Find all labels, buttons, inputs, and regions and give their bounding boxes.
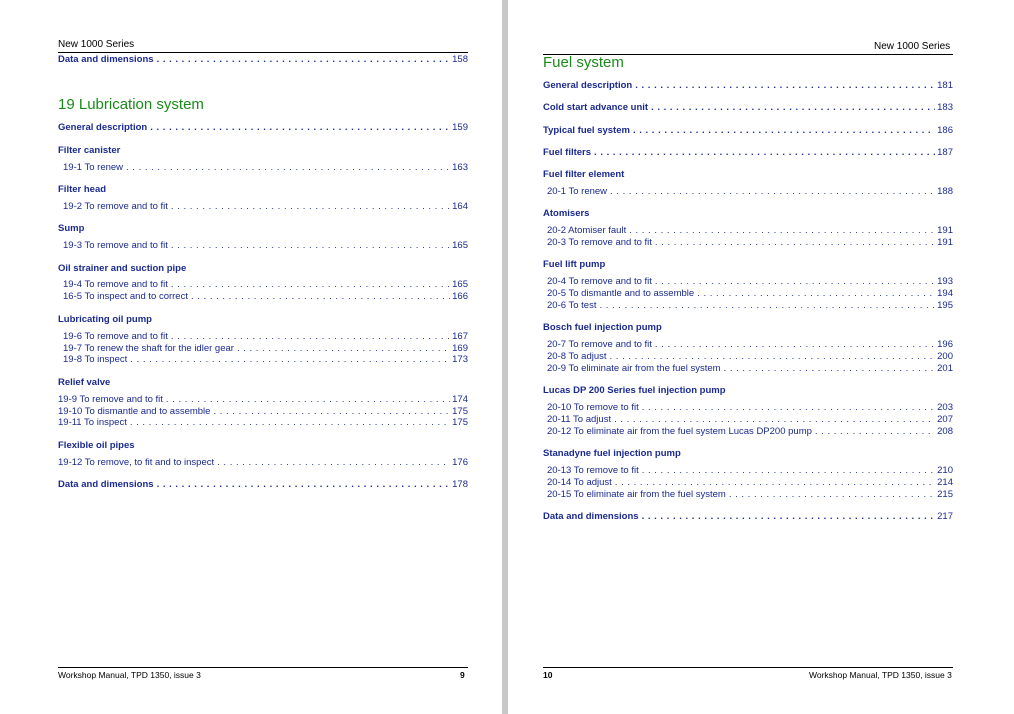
dot-leader [171,279,450,291]
toc-entry[interactable] [58,122,468,134]
dot-leader [815,426,935,438]
toc-entry[interactable] [63,162,468,174]
entry-text: 20-3 To remove and to fit [547,237,652,248]
toc-entry[interactable] [547,414,953,426]
dot-leader [599,300,935,312]
toc-entry[interactable] [547,225,953,237]
entry-text: Data and dimensions [58,54,154,65]
entry-text: 19-1 To renew [63,162,124,173]
dot-leader [610,351,936,363]
section-heading: Filter canister [58,145,121,156]
entry-page: 163 [452,162,468,173]
toc-entry[interactable] [543,147,953,159]
section-heading: Fuel filter element [543,169,625,180]
dot-leader [126,162,450,174]
entry-page: 164 [452,201,468,212]
toc-entry[interactable] [63,279,468,291]
entry-page: 166 [452,291,468,302]
dot-leader [130,354,450,366]
entry-page: 159 [452,122,468,133]
dot-leader [655,339,935,351]
dot-leader [635,80,935,92]
entry-text: Cold start advance unit [543,102,649,113]
dot-leader [157,479,451,491]
entry-page: 191 [937,225,953,236]
header-rule [58,52,468,53]
entry-page: 191 [937,237,953,248]
entry-text: 19-11 To inspect [58,417,127,428]
entry-text: General description [543,80,633,91]
footer-rule [543,667,953,668]
entry-text: 19-12 To remove, to fit and to inspect [58,457,215,468]
entry-text: 20-15 To eliminate air from the fuel system [547,489,726,500]
toc-entry[interactable] [547,276,953,288]
entry-text: 20-11 To adjust [547,414,612,425]
footer-text: Workshop Manual, TPD 1350, issue 3 [58,670,201,680]
series-label: New 1000 Series [874,41,951,52]
entry-page: 200 [937,351,953,362]
entry-text: Typical fuel system [543,125,630,136]
entry-text: 19-10 To dismantle and to assemble [58,406,211,417]
dot-leader [697,288,935,300]
toc-entry[interactable] [58,54,468,66]
toc-entry[interactable] [58,394,468,406]
page-right [508,0,1014,714]
toc-entry[interactable] [543,80,953,92]
entry-page: 169 [452,343,468,354]
dot-leader [724,363,936,375]
entry-text: 20-5 To dismantle and to assemble [547,288,695,299]
entry-page: 186 [937,125,953,136]
toc-entry[interactable] [547,186,953,198]
entry-page: 174 [452,394,468,405]
toc-entry[interactable] [547,300,953,312]
dot-leader [655,276,935,288]
dot-leader [217,457,450,469]
dot-leader [157,54,451,66]
toc-entry[interactable] [547,477,953,489]
entry-page: 158 [452,54,468,65]
section-heading: Fuel lift pump [543,259,606,270]
dot-leader [171,240,450,252]
toc-entry[interactable] [58,417,468,429]
dot-leader [171,201,450,213]
dot-leader [150,122,450,134]
dot-leader [642,511,936,523]
entry-text: 20-8 To adjust [547,351,607,362]
dot-leader [642,402,935,414]
entry-text: 20-1 To renew [547,186,608,197]
page-left [0,0,502,714]
entry-text: Fuel filters [543,147,592,158]
entry-text: 20-2 Atomiser fault [547,225,627,236]
entry-page: 173 [452,354,468,365]
entry-page: 214 [937,477,953,488]
entry-text: 19-3 To remove and to fit [63,240,168,251]
toc-entry[interactable] [543,102,953,114]
dot-leader [615,477,935,489]
entry-page: 215 [937,489,953,500]
chapter-title: Fuel system [543,54,624,71]
entry-page: 193 [937,276,953,287]
dot-leader [610,186,935,198]
entry-page: 176 [452,457,468,468]
footer-rule [58,667,468,668]
footer-text: Workshop Manual, TPD 1350, issue 3 [809,670,952,680]
entry-text: 20-10 To remove to fit [547,402,639,413]
toc-entry[interactable] [547,426,953,438]
entry-page: 187 [937,147,953,158]
toc-entry[interactable] [58,457,468,469]
entry-page: 175 [452,417,468,428]
toc-entry[interactable] [63,291,468,303]
entry-page: 194 [937,288,953,299]
entry-text: 19-8 To inspect [63,354,128,365]
toc-entry[interactable] [547,288,953,300]
entry-text: 19-9 To remove and to fit [58,394,163,405]
entry-page: 207 [937,414,953,425]
entry-page: 165 [452,279,468,290]
section-heading: Relief valve [58,377,111,388]
entry-text: 16-5 To inspect and to correct [63,291,188,302]
section-heading: Stanadyne fuel injection pump [543,448,681,459]
toc-entry[interactable] [543,125,953,137]
entry-page: 208 [937,426,953,437]
toc-entry[interactable] [63,201,468,213]
entry-text: 19-7 To renew the shaft for the idler gear [63,343,234,354]
toc-entry[interactable] [547,351,953,363]
section-heading: Atomisers [543,208,590,219]
entry-page: 167 [452,331,468,342]
toc-entry[interactable] [547,363,953,375]
entry-text: 19-6 To remove and to fit [63,331,168,342]
entry-text: General description [58,122,148,133]
page-number: 9 [460,670,465,680]
entry-text: 20-6 To test [547,300,597,311]
page-number: 10 [543,670,553,680]
entry-page: 188 [937,186,953,197]
dot-leader [166,394,450,406]
entry-text: 19-2 To remove and to fit [63,201,168,212]
section-heading: Oil strainer and suction pipe [58,263,187,274]
entry-page: 196 [937,339,953,350]
dot-leader [642,465,935,477]
toc-entry[interactable] [547,489,953,501]
section-heading: Lubricating oil pump [58,314,152,325]
entry-page: 181 [937,80,953,91]
chapter-title: 19 Lubrication system [58,96,204,113]
dot-leader [130,417,450,429]
toc-entry[interactable] [547,237,953,249]
entry-text: 20-7 To remove and to fit [547,339,652,350]
dot-leader [629,225,935,237]
entry-text: 20-12 To eliminate air from the fuel system Lucas DP200 pump [547,426,812,437]
entry-text: Data and dimensions [58,479,154,490]
toc-entry[interactable] [63,240,468,252]
dot-leader [651,102,935,114]
entry-text: 19-4 To remove and to fit [63,279,168,290]
entry-page: 210 [937,465,953,476]
entry-text: 20-9 To eliminate air from the fuel system [547,363,721,374]
entry-text: 20-14 To adjust [547,477,612,488]
entry-page: 195 [937,300,953,311]
section-heading: Flexible oil pipes [58,440,135,451]
entry-page: 178 [452,479,468,490]
entry-page: 217 [937,511,953,522]
toc-entry[interactable] [543,511,953,523]
toc-entry[interactable] [63,354,468,366]
entry-page: 201 [937,363,953,374]
toc-entry[interactable] [63,331,468,343]
dot-leader [191,291,450,303]
entry-page: 165 [452,240,468,251]
toc-entry[interactable] [58,479,468,491]
dot-leader [655,237,935,249]
dot-leader [171,331,450,343]
entry-text: 20-4 To remove and to fit [547,276,652,287]
toc-entry[interactable] [547,465,953,477]
section-heading: Bosch fuel injection pump [543,322,662,333]
toc-entry[interactable] [547,339,953,351]
entry-text: 20-13 To remove to fit [547,465,639,476]
section-heading: Lucas DP 200 Series fuel injection pump [543,385,726,396]
dot-leader [729,489,935,501]
section-heading: Sump [58,223,85,234]
entry-page: 175 [452,406,468,417]
series-label: New 1000 Series [58,39,135,50]
toc-entry[interactable] [547,402,953,414]
dot-leader [594,147,935,159]
entry-page: 183 [937,102,953,113]
entry-page: 203 [937,402,953,413]
section-heading: Filter head [58,184,107,195]
entry-text: Data and dimensions [543,511,639,522]
dot-leader [614,414,935,426]
dot-leader [633,125,935,137]
